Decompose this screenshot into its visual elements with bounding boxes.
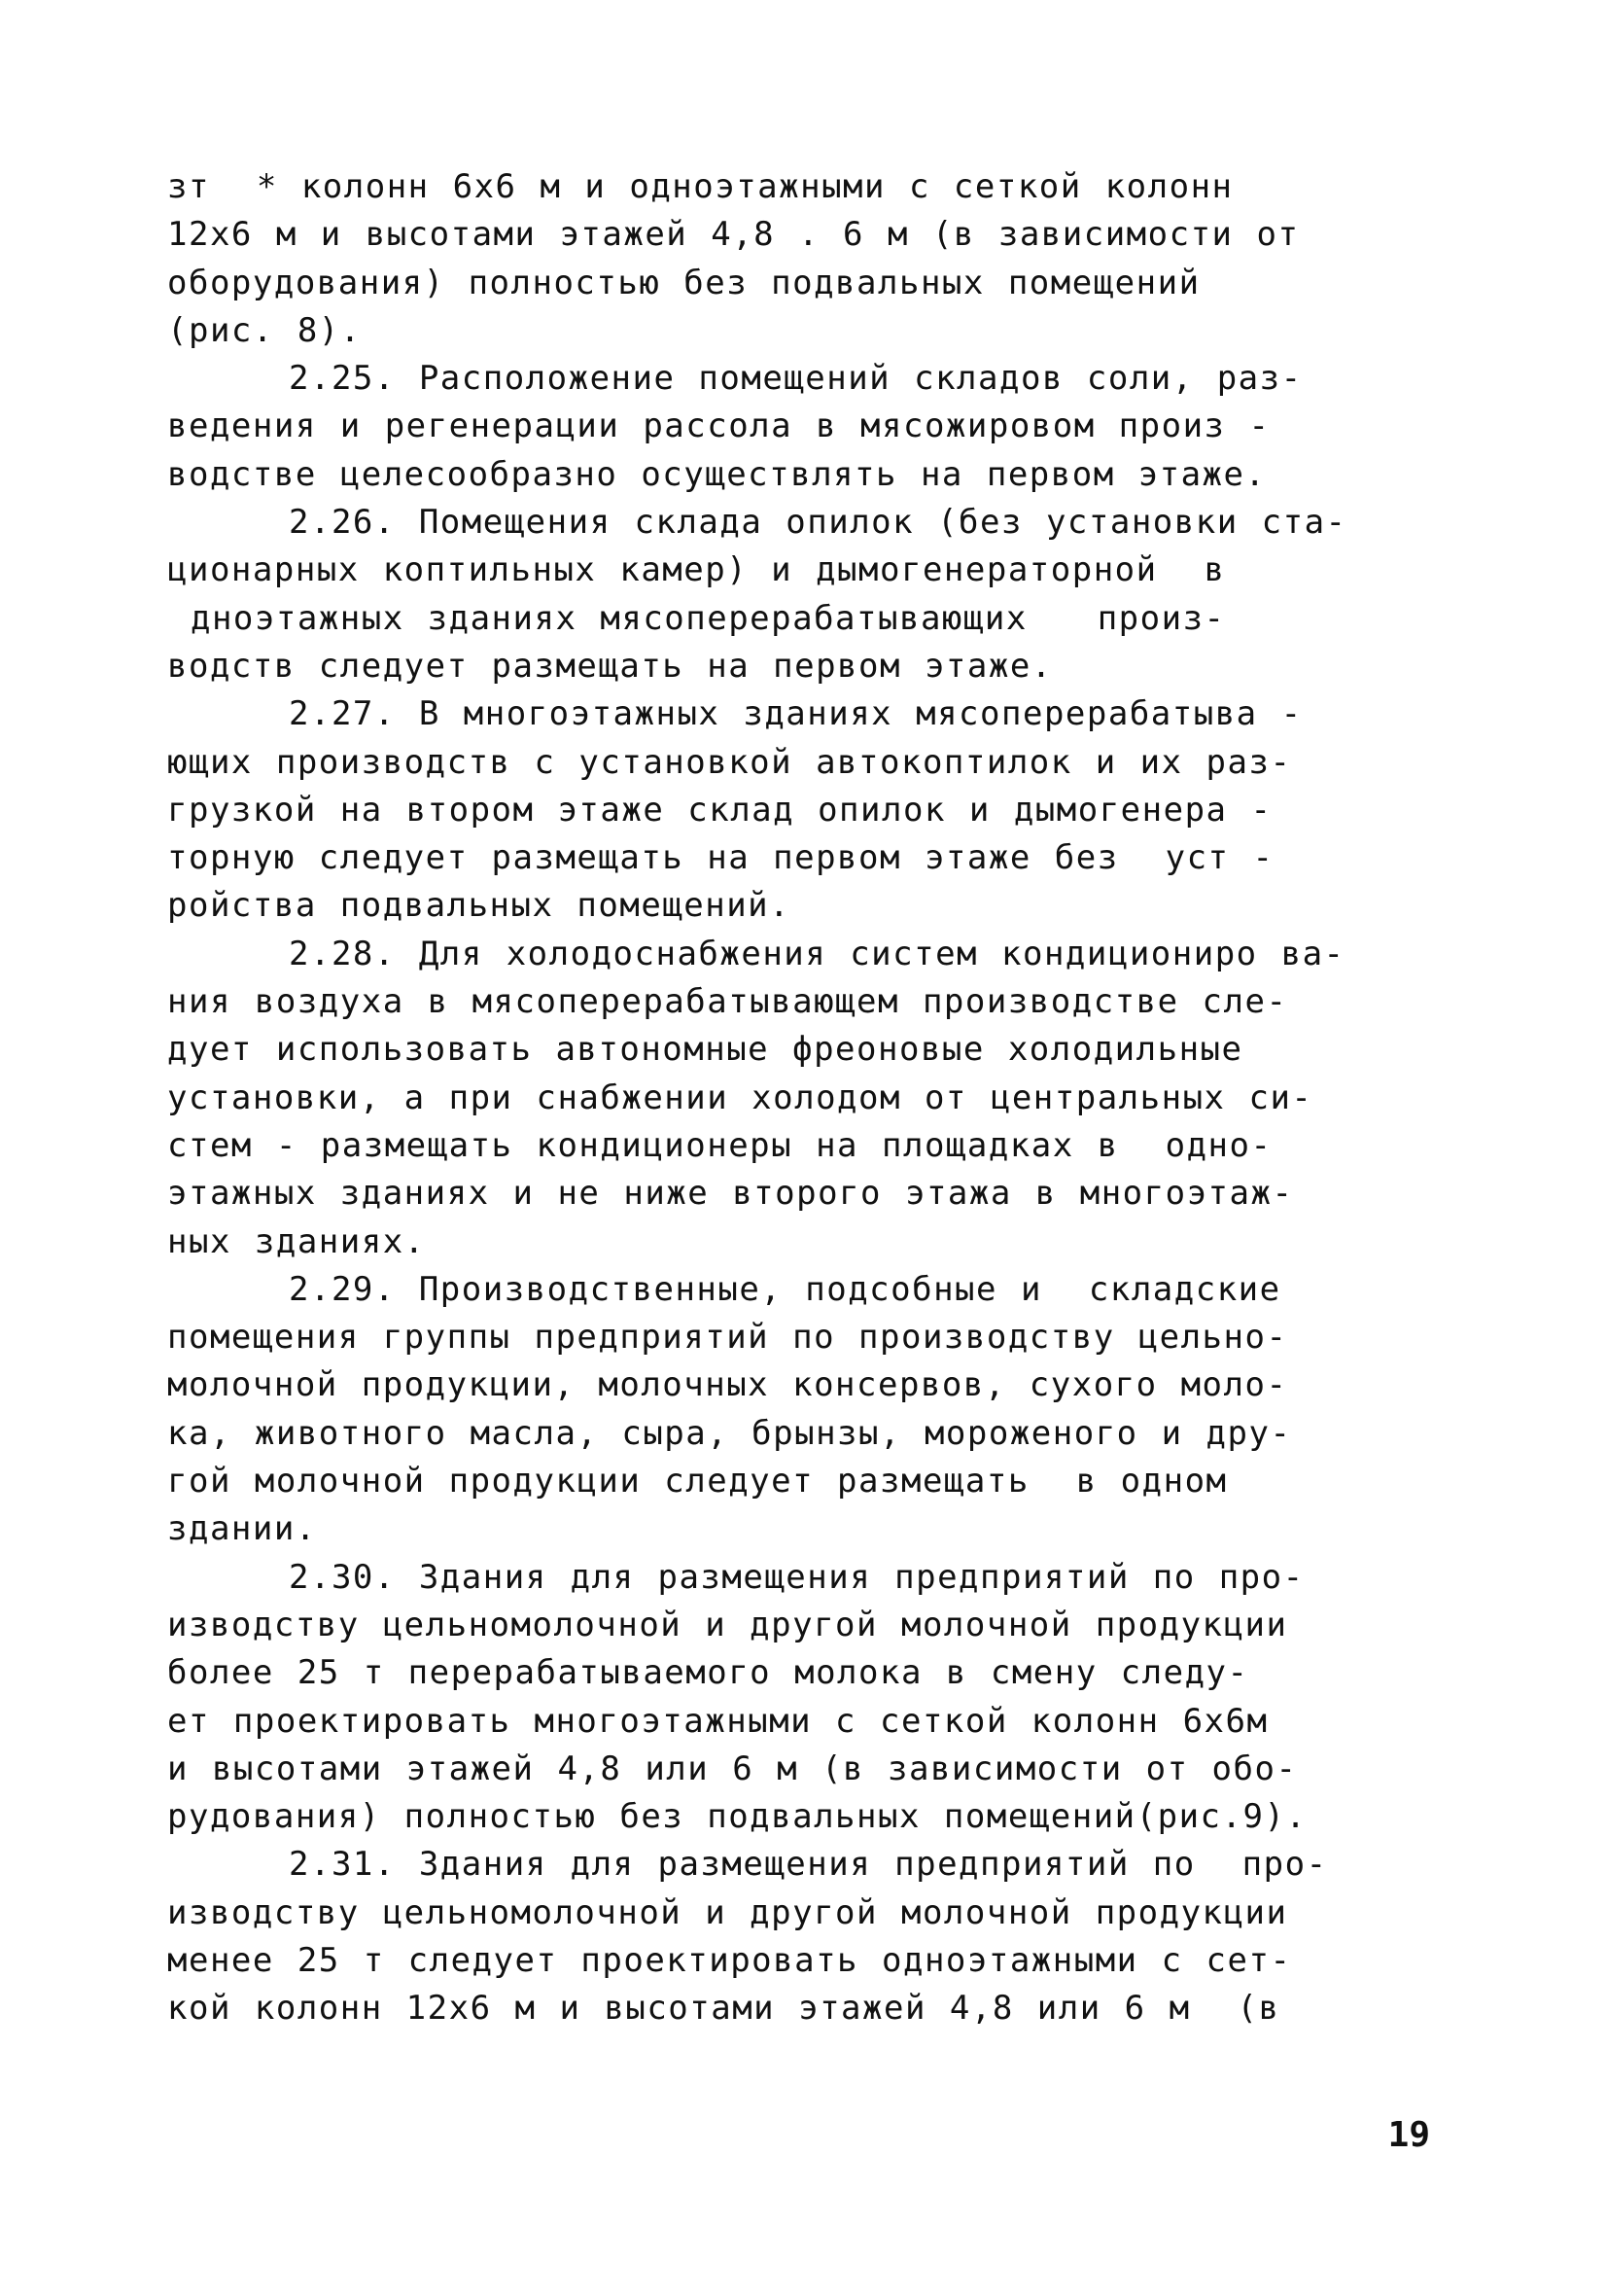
text-line: (рис. 8). [167,310,362,350]
text-line: ведения и регенерации рассола в мясожировом произ - [167,406,1271,446]
text-line: ных зданиях. [167,1221,426,1261]
text-line: грузкой на втором этаже склад опилок и дымогенера - [167,790,1273,830]
paragraph-first-line: 2.25. Расположение помещений складов соли, раз- [289,359,1303,399]
text-line: стем - размещать кондиционеры на площадках в одно- [167,1125,1273,1165]
paragraph-first-line: 2.31. Здания для размещения предприятий по про- [289,1845,1328,1885]
text-line: здании. [167,1509,317,1549]
text-line: рудования) полностью без подвальных помещений(рис.9). [167,1797,1308,1837]
text-line: кой колонн 12х6 м и высотами этажей 4,8 или 6 м (в [167,1989,1280,2029]
text-line: изводству цельномолочной и другой молочной продукции [167,1892,1288,1932]
text-line: установки, а при снабжении холодом от центральных си- [167,1077,1313,1117]
text-line: изводству цельномолочной и другой молочной продукции [167,1605,1288,1644]
text-line: ет проектировать многоэтажными с сеткой колонн 6х6м [167,1701,1269,1741]
text-line: ющих производств с установкой автокоптилок и их раз- [167,742,1292,782]
text-line: менее 25 т следует проектировать одноэтажными с сет- [167,1940,1292,1980]
text-line: более 25 т перерабатываемого молока в смену следу- [167,1653,1249,1693]
paragraph-first-line: 2.27. В многоэтажных зданиях мясоперерабатыва - [289,694,1303,734]
paragraph-first-line: 2.30. Здания для размещения предприятий по про- [289,1557,1305,1597]
text-line: водств следует размещать на первом этаже. [167,646,1053,686]
paragraph-first-line: 2.28. Для холодоснабжения систем кондициониро ва- [289,934,1345,973]
text-line: этажных зданиях и не ниже второго этажа в многоэтаж- [167,1174,1294,1214]
text-line: торную следует размещать на первом этаже без уст - [167,838,1275,878]
text-line: и высотами этажей 4,8 или 6 м (в зависимости от обо- [167,1748,1298,1788]
text-line: дноэтажных зданиях мясоперерабатывающих произ- [167,598,1226,638]
text-line: водстве целесообразно осуществлять на первом этаже. [167,454,1267,494]
text-line: помещения группы предприятий по производству цельно- [167,1318,1288,1358]
page-number: 19 [1387,2115,1430,2155]
document-body [167,163,1441,2033]
text-line: ния воздуха в мясоперерабатывающем производстве сле- [167,982,1288,1022]
text-line: 12х6 м и высотами этажей 4,8 . 6 м (в зависимости от [167,215,1300,255]
text-line: дует использовать автономные фреоновые холодильные [167,1030,1243,1070]
paragraph-first-line: 2.29. Производственные, подсобные и складские [289,1269,1281,1309]
text-line: ционарных коптильных камер) и дымогенераторной в [167,550,1226,590]
paragraph-first-line: 2.26. Помещения склада опилок (без установки ста- [289,503,1347,543]
text-line: ройства подвальных помещений. [167,886,791,926]
text-line: зт * колонн 6х6 м и одноэтажными с сеткой колонн [167,167,1234,206]
text-line: гой молочной продукции следует размещать в одном [167,1462,1228,1501]
text-line: ка, животного масла, сыра, брынзы, мороженого и дру- [167,1413,1292,1453]
text-line: молочной продукции, молочных консервов, сухого моло- [167,1365,1288,1405]
text-line: оборудования) полностью без подвальных помещений [167,263,1201,302]
